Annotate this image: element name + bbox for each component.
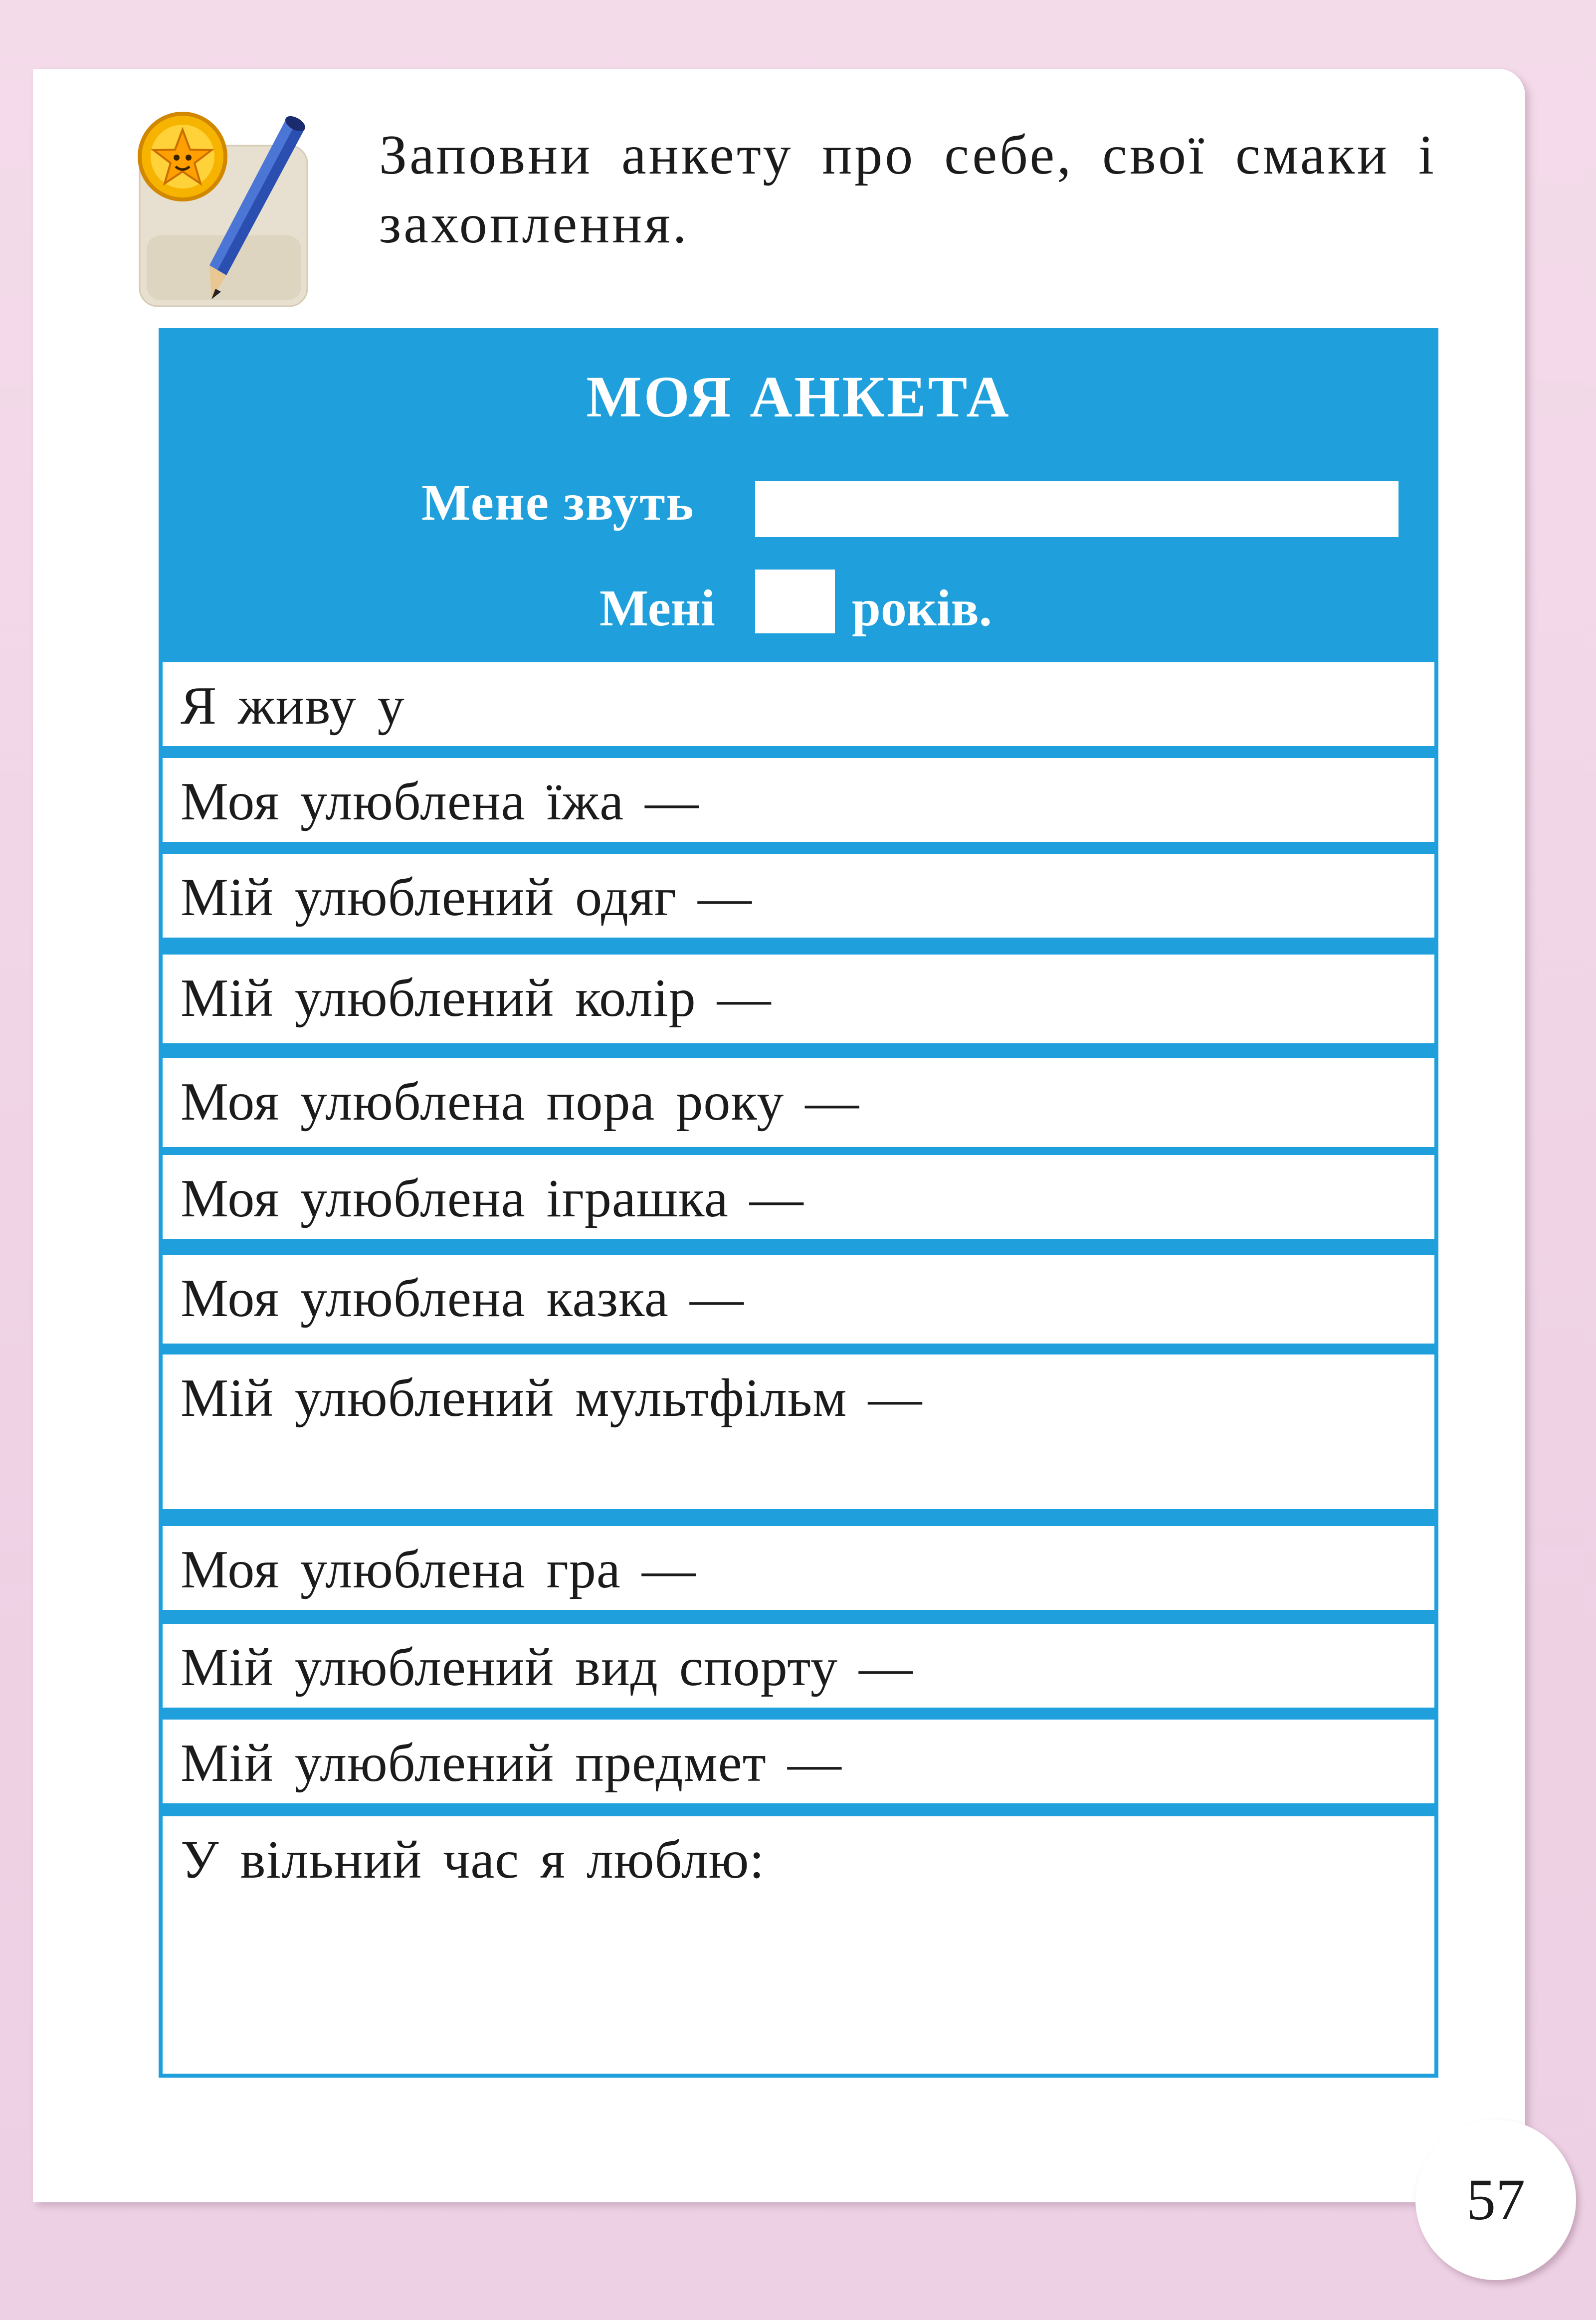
age-label-prefix: Мені: [599, 580, 715, 637]
form-row-clothes[interactable]: [163, 854, 1434, 938]
form-row-sport[interactable]: [163, 1624, 1434, 1708]
page-number: 57: [1466, 2167, 1525, 2232]
form-row-subject[interactable]: [163, 1720, 1434, 1803]
row-label: У вільний час я люблю:: [181, 1830, 765, 1890]
form-row-season[interactable]: [163, 1058, 1434, 1147]
form-row-city[interactable]: [163, 662, 1434, 746]
row-label: Моя улюблена гра —: [181, 1540, 696, 1599]
page-number-badge: [1415, 2120, 1576, 2280]
row-label: Мій улюблений предмет —: [181, 1734, 842, 1793]
questionnaire-form: [159, 328, 1438, 2078]
task-instruction: Заповни анкету про себе, свої смаки і захоплення.: [379, 124, 1436, 255]
form-row-cartoon[interactable]: [163, 1354, 1434, 1509]
form-row-food[interactable]: [163, 758, 1434, 842]
age-label-suffix: років.: [852, 580, 992, 637]
star-badge-icon: [140, 114, 225, 199]
row-label: Моя улюблена іграшка —: [181, 1169, 804, 1228]
row-label: Моя улюблена казка —: [181, 1269, 744, 1328]
row-label: Мій улюблений колір —: [181, 968, 772, 1028]
form-row-toy[interactable]: [163, 1155, 1434, 1239]
form-header: [159, 328, 1438, 662]
pencil-task-icon: [137, 111, 312, 310]
row-label: Я живу у: [181, 676, 405, 736]
form-title: МОЯ АНКЕТА: [586, 364, 1011, 429]
row-label: Моя улюблена їжа —: [181, 772, 700, 831]
row-label: Мій улюблений мультфільм —: [181, 1368, 923, 1428]
row-label: Моя улюблена пора року —: [181, 1072, 860, 1132]
form-row-game[interactable]: [163, 1526, 1434, 1610]
name-label: Мене звуть: [421, 474, 695, 531]
row-label: Мій улюблений одяг —: [181, 868, 752, 927]
name-field[interactable]: [755, 481, 1398, 537]
form-row-free-time[interactable]: [163, 1816, 1434, 2074]
form-row-fairy-tale[interactable]: [163, 1255, 1434, 1344]
form-row-color[interactable]: [163, 955, 1434, 1043]
age-field[interactable]: [755, 570, 835, 633]
row-label: Мій улюблений вид спорту —: [181, 1638, 913, 1697]
